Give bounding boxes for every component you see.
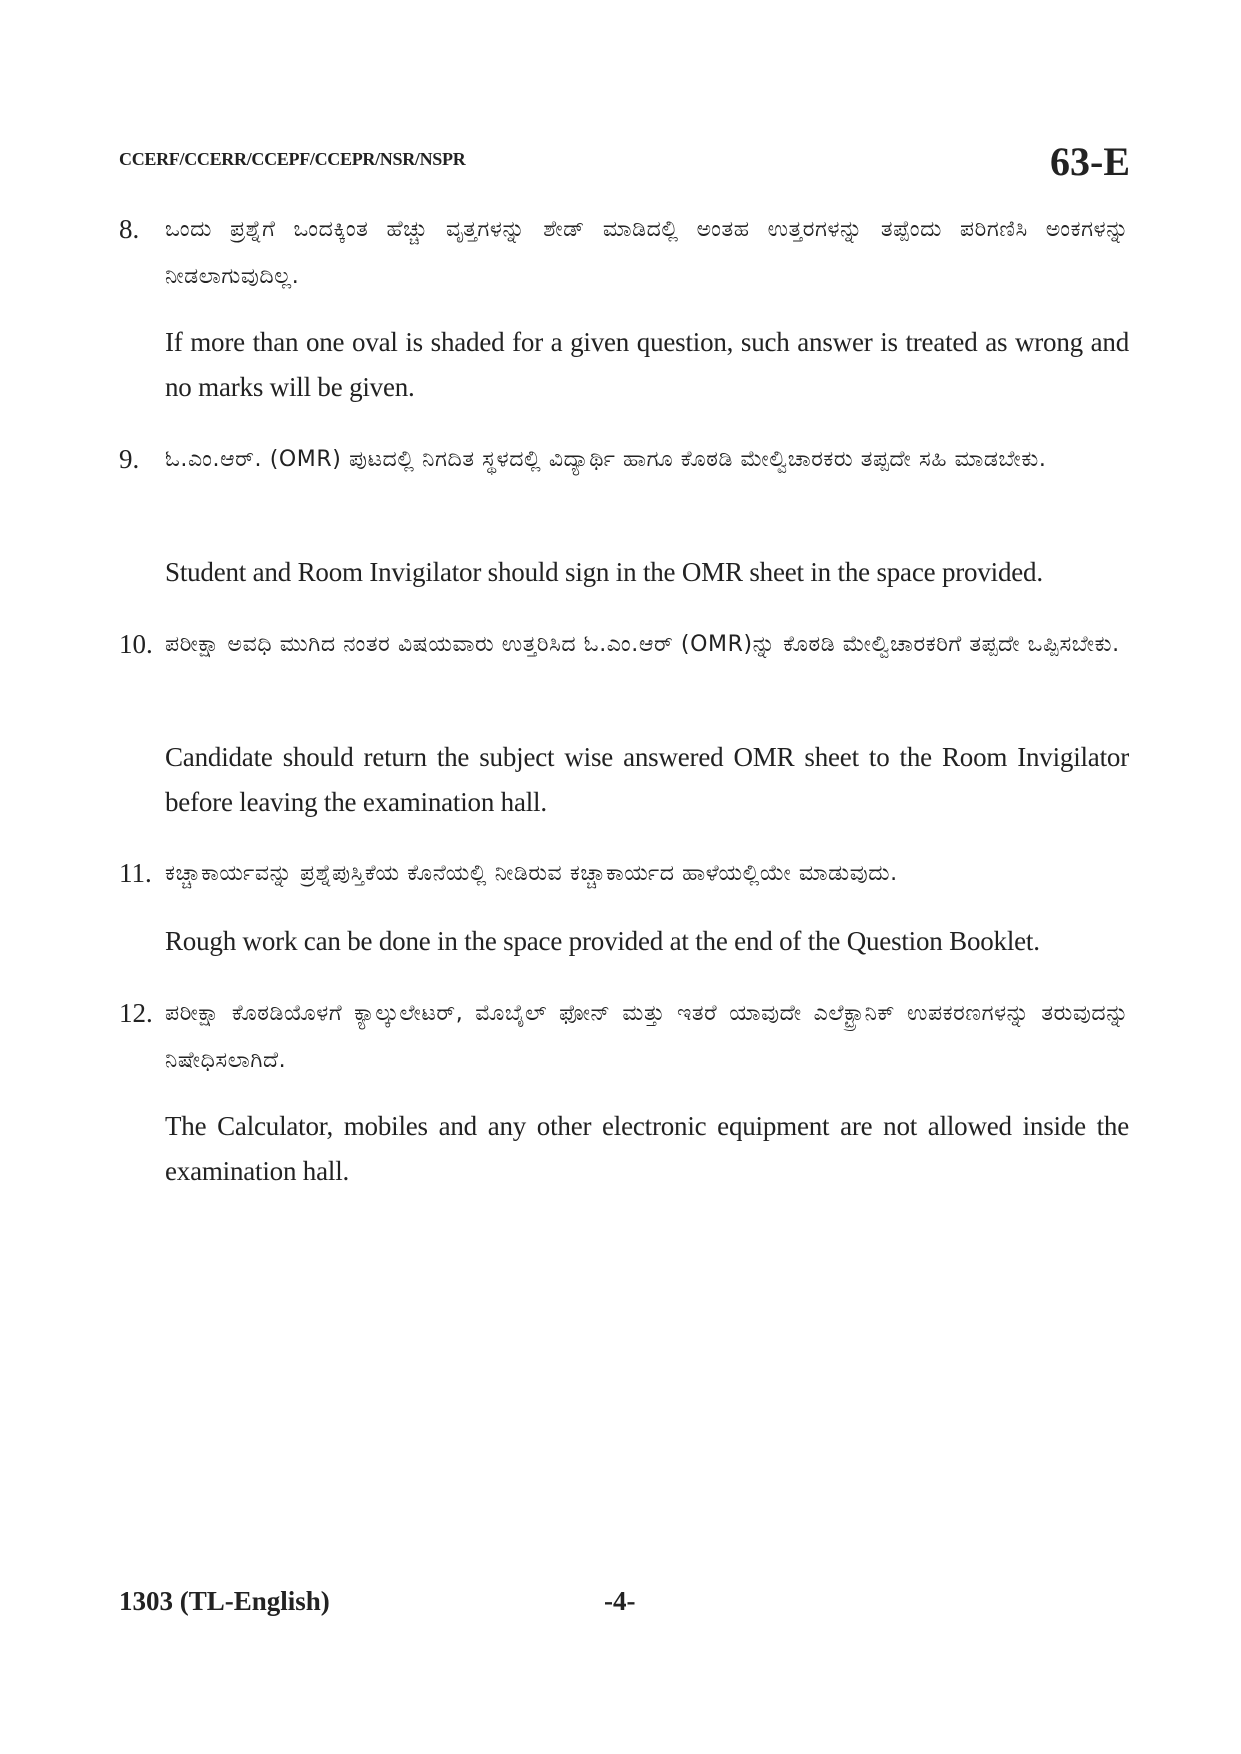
page-label: 63-E (1050, 139, 1130, 184)
item-number: 8. (119, 214, 140, 244)
english-instruction: Candidate should return the subject wise answered OMR sheet to the Room Invigilator before leaving the examination hall. (165, 742, 1129, 817)
footer-page-number: -4- (604, 1586, 636, 1616)
english-instruction: Student and Room Invigilator should sign in the OMR sheet in the space provided. (165, 557, 1043, 587)
english-instruction: If more than one oval is shaded for a given question, such answer is treated as wrong and no marks will be given. (165, 327, 1129, 402)
kannada-instruction: ಒಂದು ಪ್ರಶ್ನೆಗೆ ಒಂದಕ್ಕಿಂತ ಹೆಚ್ಚು ವೃತ್ತಗಳನ್ನು ಶೇಡ್ ಮಾಡಿದಲ್ಲಿ ಅಂತಹ ಉತ್ತರಗಳನ್ನು ತಪ್ಪೆಂದು ಪರಿಗಣಿಸಿ ಅಂಕಗಳನ್ನು ನೀಡಲಾಗುವುದಿಲ್ಲ. (165, 217, 1129, 289)
kannada-instruction: ಪರೀಕ್ಷಾ ಕೊಠಡಿಯೊಳಗೆ ಕ್ಯಾಲ್ಕುಲೇಟರ್, ಮೊಬೈಲ್ ಫೋನ್ ಮತ್ತು ಇತರೆ ಯಾವುದೇ ಎಲೆಕ್ಟ್ರಾನಿಕ್ ಉಪಕರಣಗಳನ್ನು ತರುವುದನ್ನು ನಿಷೇಧಿಸಲಾಗಿದೆ. (165, 1001, 1129, 1073)
kannada-instruction: ಓ.ಎಂ.ಆರ್. (OMR) ಪುಟದಲ್ಲಿ ನಿಗದಿತ ಸ್ಥಳದಲ್ಲಿ ವಿದ್ಯಾರ್ಥಿ ಹಾಗೂ ಕೊಠಡಿ ಮೇಲ್ವಿಚಾರಕರು ತಪ್ಪದೇ ಸಹಿ ಮಾಡಬೇಕು. (165, 447, 1047, 472)
kannada-instruction: ಕಚ್ಚಾಕಾರ್ಯವನ್ನು ಪ್ರಶ್ನೆಪುಸ್ತಿಕೆಯ ಕೊನೆಯಲ್ಲಿ ನೀಡಿರುವ ಕಚ್ಚಾಕಾರ್ಯದ ಹಾಳೆಯಲ್ಲಿಯೇ ಮಾಡುವುದು. (165, 861, 898, 886)
kannada-instruction: ಪರೀಕ್ಷಾ ಅವಧಿ ಮುಗಿದ ನಂತರ ವಿಷಯವಾರು ಉತ್ತರಿಸಿದ ಓ.ಎಂ.ಆರ್ (OMR)ನ್ನು ಕೊಠಡಿ ಮೇಲ್ವಿಚಾರಕರಿಗೆ ತಪ್ಪದೇ ಒಪ್ಪಿಸಬೇಕು. (165, 632, 1120, 657)
english-instruction: The Calculator, mobiles and any other electronic equipment are not allowed inside the examination hall. (165, 1111, 1129, 1186)
english-instruction: Rough work can be done in the space provided at the end of the Question Booklet. (165, 926, 1040, 956)
item-number: 11. (119, 858, 152, 888)
item-number: 10. (119, 629, 153, 659)
footer-code: 1303 (TL-English) (119, 1586, 330, 1616)
header-code: CCERF/CCERR/CCEPF/CCEPR/NSR/NSPR (119, 149, 466, 169)
item-number: 9. (119, 444, 140, 474)
item-number: 12. (119, 998, 153, 1028)
